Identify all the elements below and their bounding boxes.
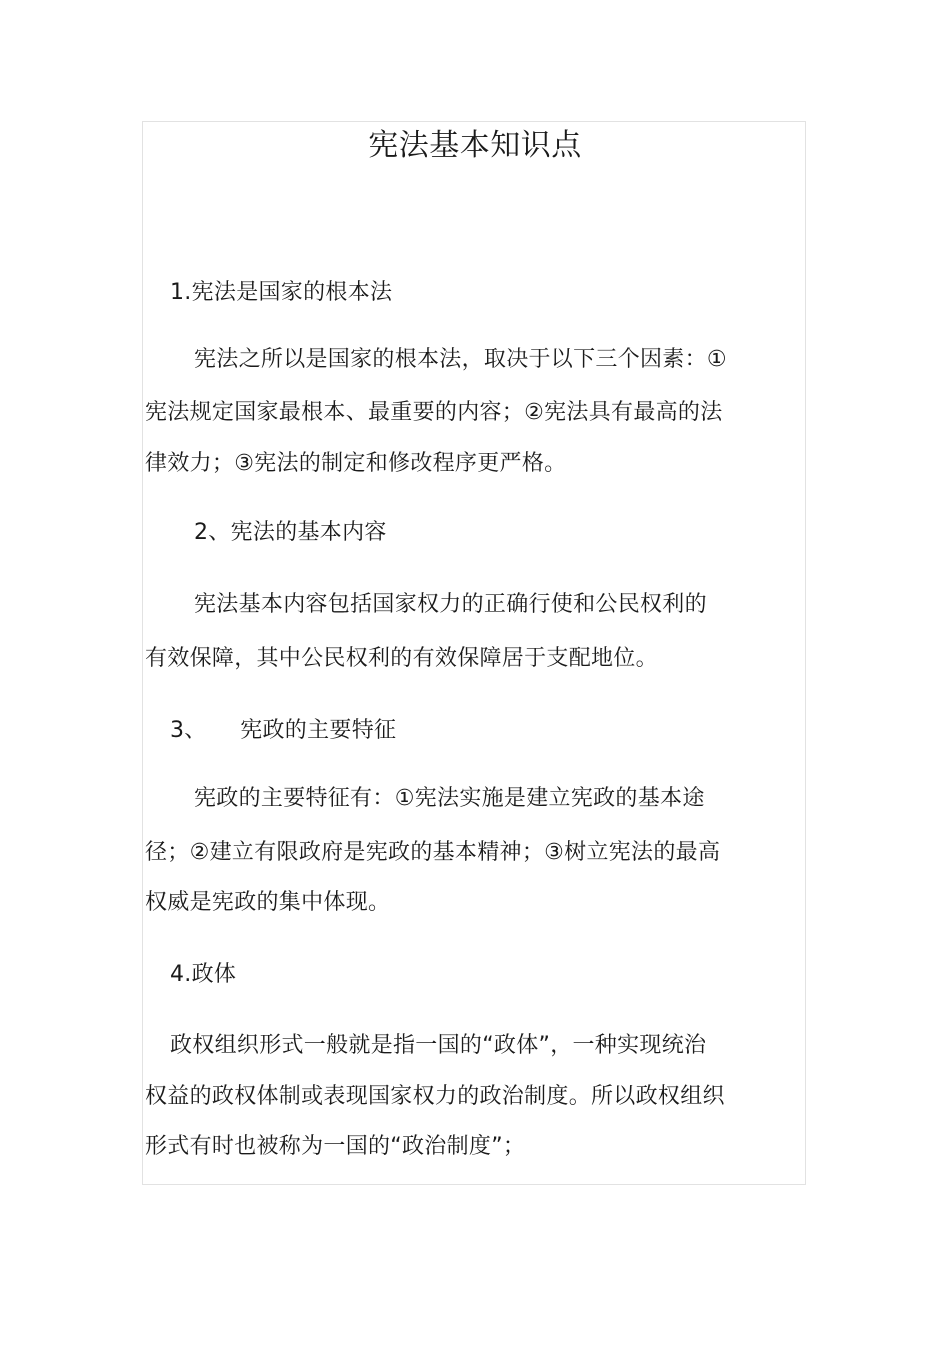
- section-3-heading: 3、 宪政的主要特征: [170, 718, 397, 743]
- section-4-line-2: 权益的政权体制或表现国家权力的政治制度。所以政权组织: [145, 1084, 725, 1109]
- section-3-line-2: 径；②建立有限政府是宪政的基本精神；③树立宪法的最高: [145, 840, 721, 865]
- section-3-line-3: 权威是宪政的集中体现。: [145, 890, 391, 915]
- section-1-line-3: 律效力；③宪法的制定和修改程序更严格。: [145, 451, 567, 476]
- section-2-heading: 2、宪法的基本内容: [194, 520, 387, 545]
- section-1-line-2: 宪法规定国家最根本、最重要的内容；②宪法具有最高的法: [145, 400, 723, 425]
- section-4-line-1: 政权组织形式一般就是指一国的“政体”，一种实现统治: [170, 1033, 707, 1058]
- section-4-line-3: 形式有时也被称为一国的“政治制度”；: [145, 1134, 526, 1159]
- section-4-heading: 4.政体: [170, 962, 237, 987]
- section-2-line-1: 宪法基本内容包括国家权力的正确行使和公民权利的: [194, 592, 707, 617]
- section-1-heading: 1.宪法是国家的根本法: [170, 280, 393, 305]
- section-1-line-1: 宪法之所以是国家的根本法，取决于以下三个因素：①: [194, 347, 727, 372]
- section-3-line-1: 宪政的主要特征有：①宪法实施是建立宪政的基本途: [194, 786, 705, 811]
- document-title: 宪法基本知识点: [368, 128, 582, 163]
- section-2-line-2: 有效保障，其中公民权利的有效保障居于支配地位。: [145, 646, 658, 671]
